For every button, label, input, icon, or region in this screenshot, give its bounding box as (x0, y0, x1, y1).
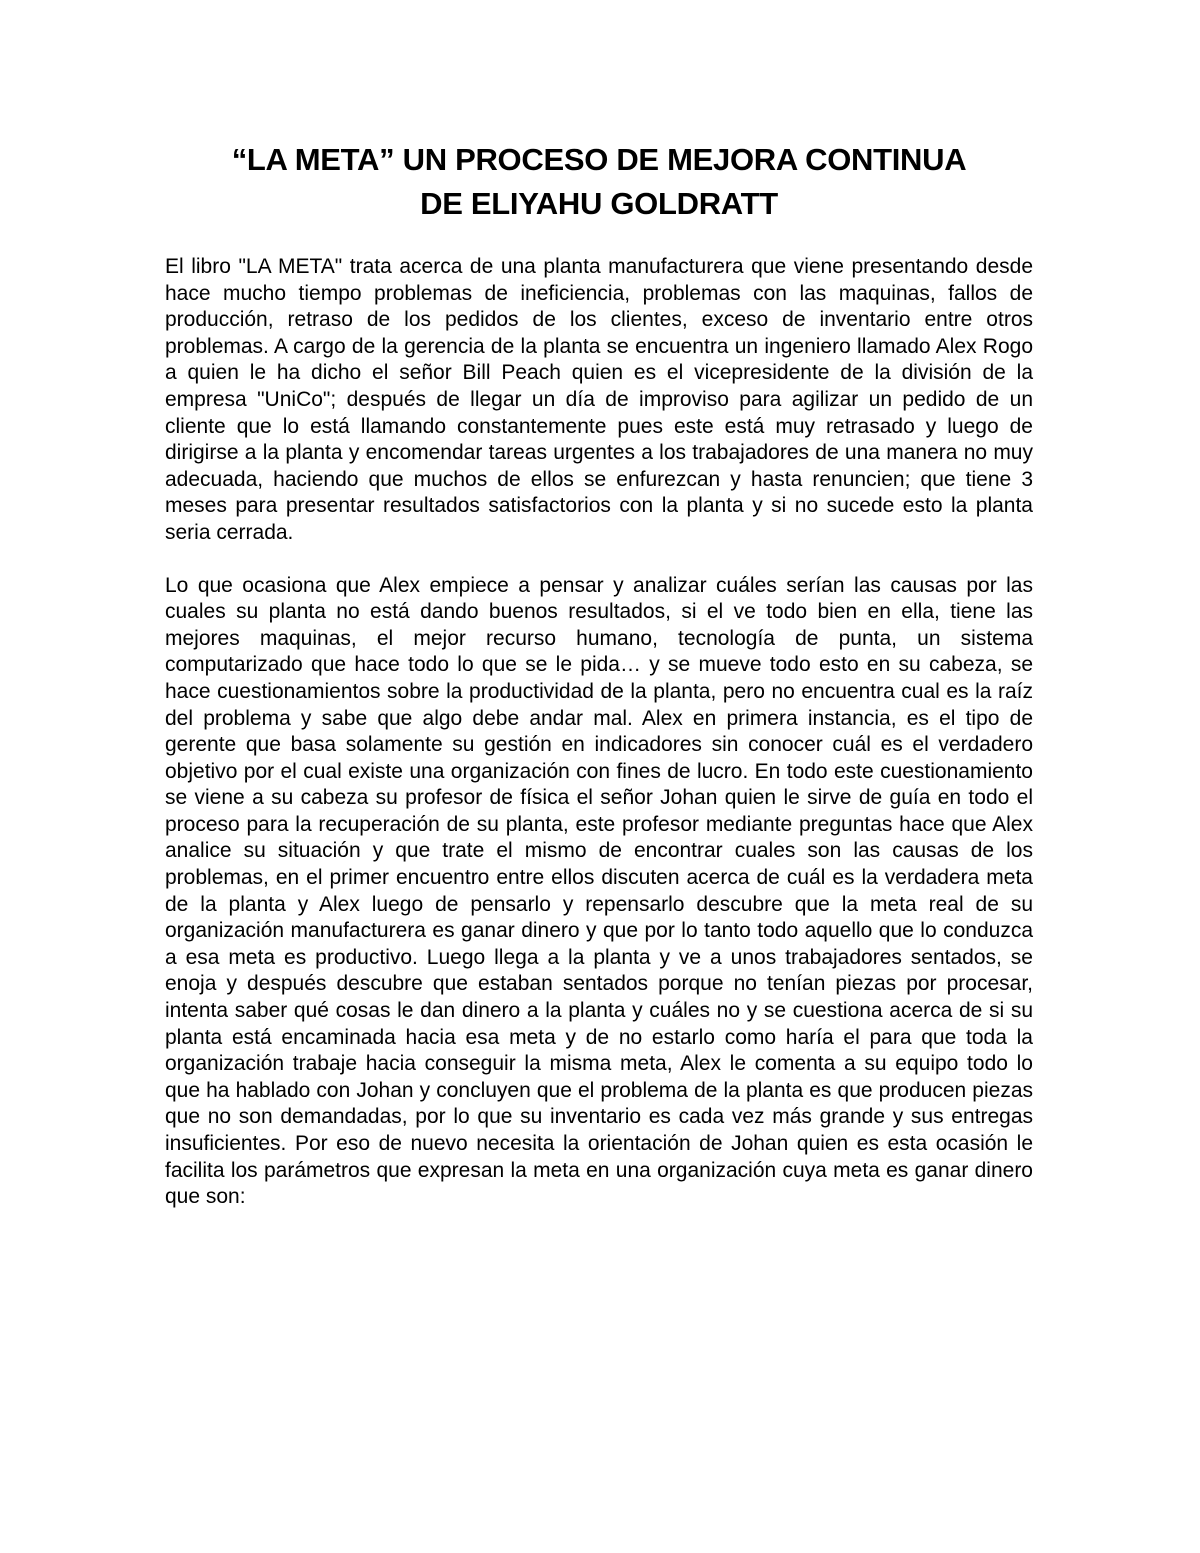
title-line-2: DE ELIYAHU GOLDRATT (420, 186, 778, 221)
title-line-1: “LA META” UN PROCESO DE MEJORA CONTINUA (231, 142, 967, 177)
paragraph-1: El libro "LA META" trata acerca de una planta manufacturera que viene presentando desde hace mucho tiempo problemas de ineficiencia, problemas con las maquinas, fallos de producción, retraso de los pedidos de los clientes, exceso de inventario entre otros problemas. A cargo de la gerencia de la planta se encuentra un ingeniero llamado Alex Rogo a quien le ha dicho el señor Bill Peach quien es el vicepresidente de la división de la empresa "UniCo"; después de llegar un día de improviso para agilizar un pedido de un cliente que lo está llamando constantemente pues este está muy retrasado y luego de dirigirse a la planta y encomendar tareas urgentes a los trabajadores de una manera no muy adecuada, haciendo que muchos de ellos se enfurezcan y hasta renuncien; que tiene 3 meses para presentar resultados satisfactorios con la planta y si no sucede esto la planta seria cerrada. (165, 255, 1033, 544)
document-page (165, 138, 1033, 1211)
document-title (165, 138, 1033, 226)
paragraph-2: Lo que ocasiona que Alex empiece a pensar y analizar cuáles serían las causas por las cuales su planta no está dando buenos resultados, si el ve todo bien en ella, tiene las mejores maquinas, el mejor recurso humano, tecnología de punta, un sistema computarizado que hace todo lo que se le pida… y se mueve todo esto en su cabeza, se hace cuestionamientos sobre la productividad de la planta, pero no encuentra cual es la raíz del problema y sabe que algo debe andar mal. Alex en primera instancia, es el tipo de gerente que basa solamente su gestión en indicadores sin conocer cuál es el verdadero objetivo por el cual existe una organización con fines de lucro. En todo este cuestionamiento se viene a su cabeza su profesor de física el señor Johan quien le sirve de guía en todo el proceso para la recuperación de su planta, este profesor mediante preguntas hace que Alex analice su situación y que trate el mismo de encontrar cuales son las causas de los problemas, en el primer encuentro entre ellos discuten acerca de cuál es la verdadera meta de la planta y Alex luego de pensarlo y repensarlo descubre que la meta real de su organización manufacturera es ganar dinero y que por lo tanto todo aquello que lo conduzca a esa meta es productivo. Luego llega a la planta y ve a unos trabajadores sentados, se enoja y después descubre que estaban sentados porque no tenían piezas por procesar, intenta saber qué cosas le dan dinero a la planta y cuáles no y se cuestiona acerca de si su planta está encaminada hacia esa meta y de no estarlo como haría el para que toda la organización trabaje hacia conseguir la misma meta, Alex le comenta a su equipo todo lo que ha hablado con Johan y concluyen que el problema de la planta es que producen piezas que no son demandadas, por lo que su inventario es cada vez más grande y sus entregas insuficientes. Por eso de nuevo necesita la orientación de Johan quien es esta ocasión le facilita los parámetros que expresan la meta en una organización cuya meta es ganar dinero que son: (165, 573, 1033, 1209)
